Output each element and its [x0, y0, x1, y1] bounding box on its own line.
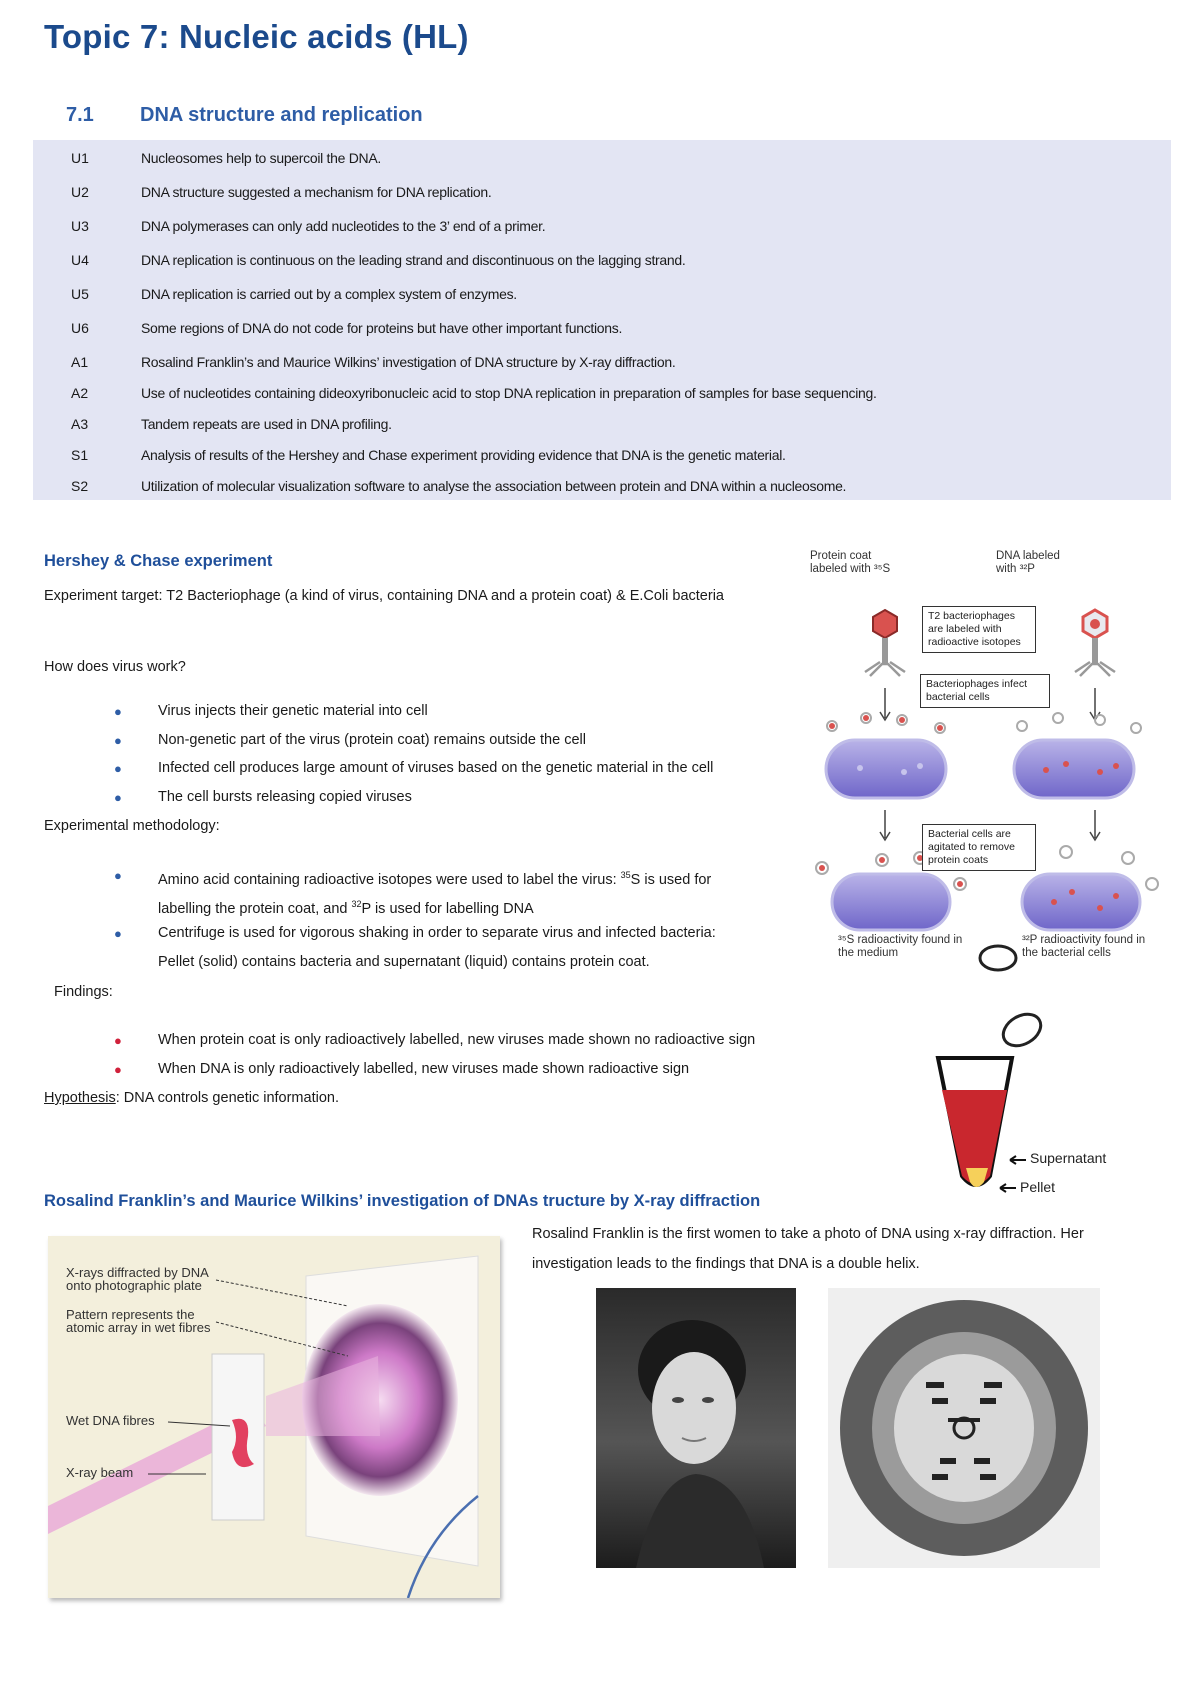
objective-text: DNA replication is carried out by a complex system of enzymes.: [141, 286, 517, 302]
xray-label: Wet DNA fibres: [66, 1413, 155, 1428]
objective-code: A1: [71, 354, 89, 370]
page-title: Topic 7: Nucleic acids (HL): [44, 18, 469, 55]
objective-row: [33, 246, 1171, 276]
objective-code: U6: [71, 320, 89, 336]
section-number: 7.1: [66, 104, 94, 126]
objective-code: U4: [71, 252, 89, 268]
pellet-label: Pellet: [1020, 1179, 1056, 1195]
experiment-target: Experiment target: T2 Bacteriophage (a kind of virus, containing DNA and a protein coat) & E.Coli bacteria: [44, 588, 724, 604]
step-box: Bacterial cells are agitated to remove protein coats: [922, 824, 1036, 871]
dna-label: DNA labeled with ³²P: [996, 550, 1060, 575]
xray-label: X-ray beam: [66, 1465, 134, 1480]
objective-row: [33, 178, 1171, 208]
portrait-graphics: [596, 1288, 796, 1568]
objective-text: Rosalind Franklin’s and Maurice Wilkins’ investigation of DNA structure by X-ray diffraction.: [141, 354, 676, 370]
bacterial-cell: [1022, 874, 1140, 930]
objective-code: U3: [71, 218, 89, 234]
bacterial-cell: [826, 740, 946, 798]
objectives-table: [33, 140, 1171, 500]
objective-code: A2: [71, 385, 89, 401]
bacterial-cell: [832, 874, 950, 930]
step-box: T2 bacteriophages are labeled with radioactive isotopes: [922, 606, 1036, 653]
result-label: ³²P radioactivity found in the bacterial cells: [1022, 934, 1146, 959]
objective-text: Nucleosomes help to supercoil the DNA.: [141, 150, 381, 166]
objective-row: [33, 379, 1171, 409]
bullet-icon: ●: [114, 868, 122, 883]
result-label: ³⁵S radioactivity found in the medium: [838, 934, 963, 959]
objective-row: [33, 441, 1171, 471]
hershey-heading: Hershey & Chase experiment: [44, 552, 273, 570]
franklin-text: Rosalind Franklin is the first women to take a photo of DNA using x-ray diffraction. Her: [532, 1226, 1084, 1242]
objective-row: [33, 472, 1171, 502]
objective-text: Tandem repeats are used in DNA profiling.: [141, 416, 392, 432]
bullet-icon: ●: [114, 926, 122, 941]
method-label: Experimental methodology:: [44, 818, 220, 834]
objective-code: S1: [71, 447, 89, 463]
virus-question: How does virus work?: [44, 659, 186, 675]
diffraction-graphics: [828, 1288, 1100, 1568]
step-box: Bacteriophages infect bacterial cells: [920, 674, 1050, 708]
objective-text: Analysis of results of the Hershey and Chase experiment providing evidence that DNA is the genetic material.: [141, 447, 786, 463]
objective-row: [33, 410, 1171, 440]
objective-row: [33, 212, 1171, 242]
bullet-icon: ●: [114, 1033, 122, 1048]
objective-code: A3: [71, 416, 89, 432]
hershey-chase-diagram: [810, 548, 1170, 1010]
tube-graphics: [930, 1010, 1130, 1200]
franklin-portrait: [596, 1288, 796, 1568]
objective-text: Utilization of molecular visualization software to analyse the association between protein and DNA within a nucleosome.: [141, 478, 847, 494]
xray-label: X-rays diffracted by DNA onto photographic plate: [66, 1265, 209, 1293]
objective-text: DNA replication is continuous on the leading strand and discontinuous on the lagging strand.: [141, 252, 686, 268]
objective-text: DNA structure suggested a mechanism for DNA replication.: [141, 184, 492, 200]
objective-row: [33, 144, 1171, 174]
objective-text: Use of nucleotides containing dideoxyribonucleic acid to stop DNA replication in preparation of samples for base sequencing.: [141, 385, 877, 401]
franklin-heading: Rosalind Franklin’s and Maurice Wilkins’ investigation of DNAs tructure by X-ray diffraction: [44, 1192, 761, 1210]
objective-text: DNA polymerases can only add nucleotides to the 3’ end of a primer.: [141, 218, 546, 234]
objective-row: [33, 314, 1171, 344]
findings-label: Findings:: [54, 984, 113, 1000]
hypothesis: Hypothesis: DNA controls genetic information.: [44, 1090, 339, 1106]
phage-icon: [865, 610, 905, 676]
protein-coat-label: Protein coat labeled with ³⁵S: [810, 550, 891, 575]
objective-code: U5: [71, 286, 89, 302]
centrifuge-tube: [930, 1010, 1130, 1200]
supernatant-label: Supernatant: [1030, 1150, 1107, 1166]
franklin-text: investigation leads to the findings that DNA is a double helix.: [532, 1256, 920, 1272]
objective-code: S2: [71, 478, 89, 494]
phage-icon: [1075, 610, 1115, 676]
photo-51-diffraction: [828, 1288, 1100, 1568]
section-title: DNA structure and replication: [140, 104, 423, 126]
bullet-icon: ●: [114, 761, 122, 776]
objective-text: Some regions of DNA do not code for proteins but have other important functions.: [141, 320, 623, 336]
bullet-icon: ●: [114, 1062, 122, 1077]
objective-row: [33, 348, 1171, 378]
objective-code: U1: [71, 150, 89, 166]
objective-code: U2: [71, 184, 89, 200]
bullet-icon: ●: [114, 704, 122, 719]
bullet-icon: ●: [114, 733, 122, 748]
bullet-icon: ●: [114, 790, 122, 805]
centrifuge-tube-icon: [980, 946, 1016, 970]
objective-row: [33, 280, 1171, 310]
xray-diffraction-illustration: [48, 1236, 500, 1598]
xray-label: Pattern represents the atomic array in wet fibres: [66, 1307, 211, 1335]
